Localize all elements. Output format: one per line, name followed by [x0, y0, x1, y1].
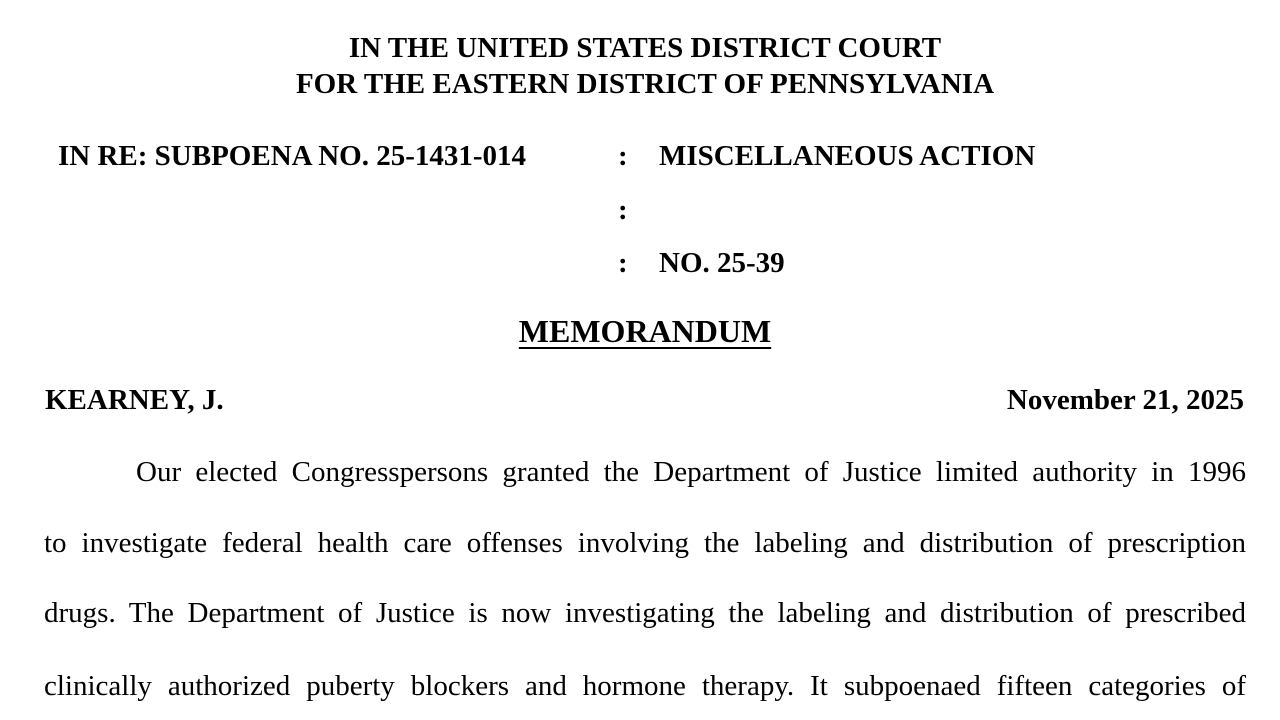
- caption-separator: :: [618, 247, 628, 279]
- court-name-line-2: FOR THE EASTERN DISTRICT OF PENNSYLVANIA: [295, 68, 995, 100]
- body-text-line: drugs. The Department of Justice is now investigating the labeling and distribution of prescribed: [44, 597, 1246, 629]
- body-text-line: Our elected Congresspersons granted the Department of Justice limited authority in 1996: [136, 456, 1246, 488]
- case-name: IN RE: SUBPOENA NO. 25-1431-014: [58, 140, 527, 172]
- court-name-line-1: IN THE UNITED STATES DISTRICT COURT: [348, 32, 942, 64]
- document-date: November 21, 2025: [1006, 384, 1244, 416]
- caption-separator: :: [618, 140, 628, 172]
- caption-separator: :: [618, 194, 628, 226]
- document-title: MEMORANDUM: [518, 313, 772, 349]
- judge-name: KEARNEY, J.: [45, 384, 224, 416]
- body-text-line: clinically authorized puberty blockers and hormone therapy. It subpoenaed fifteen categories of: [44, 670, 1246, 702]
- body-text-line: to investigate federal health care offenses involving the labeling and distribution of prescription: [44, 527, 1246, 559]
- docket-number: NO. 25-39: [659, 247, 785, 279]
- action-type: MISCELLANEOUS ACTION: [659, 140, 1036, 172]
